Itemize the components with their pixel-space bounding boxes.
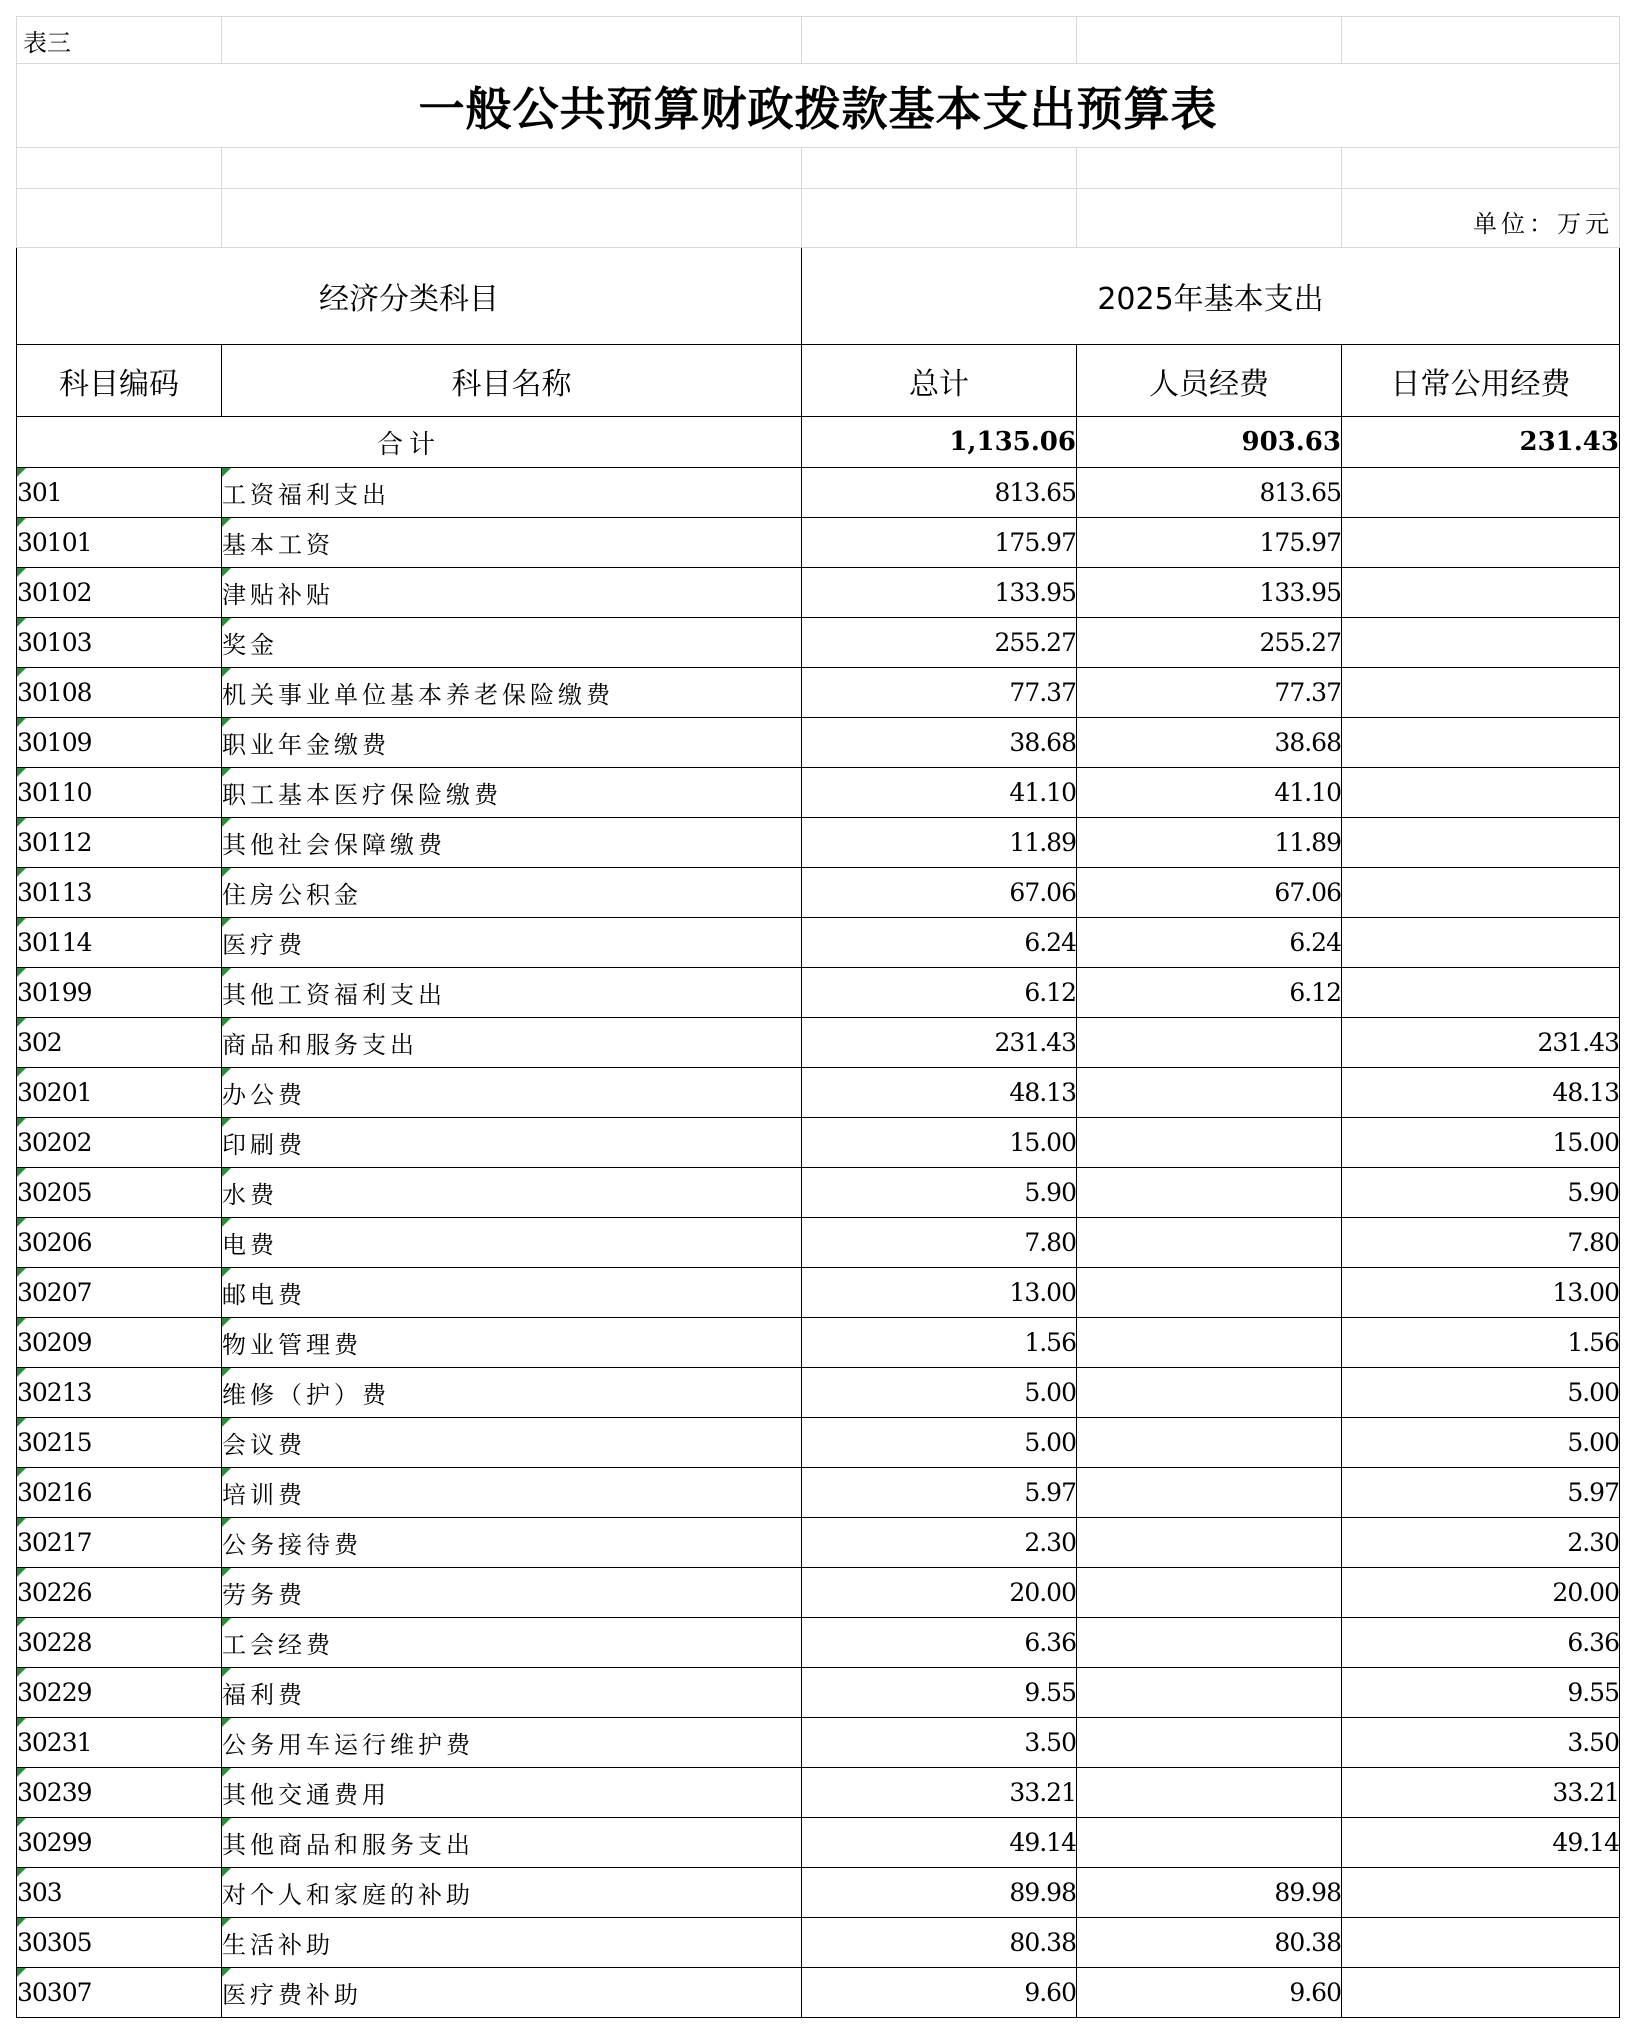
row-total: 38.68	[802, 718, 1077, 768]
row-name: 医疗费补助	[222, 1968, 802, 2018]
row-total: 3.50	[802, 1718, 1077, 1768]
row-total: 20.00	[802, 1568, 1077, 1618]
row-personnel	[1077, 1618, 1342, 1668]
summary-row	[17, 417, 1620, 468]
row-name: 公务接待费	[222, 1518, 802, 1568]
row-code: 30229	[17, 1668, 222, 1718]
row-public	[1342, 768, 1620, 818]
row-name: 职工基本医疗保险缴费	[222, 768, 802, 818]
row-code: 30109	[17, 718, 222, 768]
row-public: 6.36	[1342, 1618, 1620, 1668]
row-code: 30299	[17, 1818, 222, 1868]
row-name: 其他工资福利支出	[222, 968, 802, 1018]
row-code: 30217	[17, 1518, 222, 1568]
row-public: 7.80	[1342, 1218, 1620, 1268]
row-personnel: 133.95	[1077, 568, 1342, 618]
row-public	[1342, 568, 1620, 618]
row-total: 7.80	[802, 1218, 1077, 1268]
row-public: 231.43	[1342, 1018, 1620, 1068]
row-name: 津贴补贴	[222, 568, 802, 618]
row-total: 11.89	[802, 818, 1077, 868]
row-public	[1342, 668, 1620, 718]
row-name: 劳务费	[222, 1568, 802, 1618]
table-row	[17, 1968, 1620, 2018]
row-personnel	[1077, 1368, 1342, 1418]
row-code: 302	[17, 1018, 222, 1068]
title-row	[17, 64, 1620, 148]
row-personnel	[1077, 1418, 1342, 1468]
row-name: 福利费	[222, 1668, 802, 1718]
row-personnel	[1077, 1568, 1342, 1618]
row-personnel: 6.24	[1077, 918, 1342, 968]
row-personnel: 6.12	[1077, 968, 1342, 1018]
row-total: 5.90	[802, 1168, 1077, 1218]
row-name: 培训费	[222, 1468, 802, 1518]
row-code: 30110	[17, 768, 222, 818]
row-public	[1342, 1918, 1620, 1968]
row-personnel: 813.65	[1077, 468, 1342, 518]
row-name: 公务用车运行维护费	[222, 1718, 802, 1768]
row-total: 15.00	[802, 1118, 1077, 1168]
row-personnel: 77.37	[1077, 668, 1342, 718]
row-name: 维修（护）费	[222, 1368, 802, 1418]
row-public: 5.90	[1342, 1168, 1620, 1218]
table-row	[17, 918, 1620, 968]
header-row-2	[17, 345, 1620, 417]
table-row	[17, 1618, 1620, 1668]
row-personnel	[1077, 1218, 1342, 1268]
row-name: 电费	[222, 1218, 802, 1268]
table-row	[17, 1168, 1620, 1218]
summary-personnel: 903.63	[1077, 417, 1342, 468]
table-row	[17, 868, 1620, 918]
header-personnel: 人员经费	[1077, 345, 1342, 417]
row-code: 30206	[17, 1218, 222, 1268]
row-personnel	[1077, 1468, 1342, 1518]
row-total: 48.13	[802, 1068, 1077, 1118]
row-personnel: 80.38	[1077, 1918, 1342, 1968]
row-personnel	[1077, 1518, 1342, 1568]
row-total: 5.97	[802, 1468, 1077, 1518]
row-code: 30201	[17, 1068, 222, 1118]
row-name: 办公费	[222, 1068, 802, 1118]
summary-total: 1,135.06	[802, 417, 1077, 468]
unit-row	[17, 189, 1620, 248]
row-code: 30112	[17, 818, 222, 868]
row-total: 255.27	[802, 618, 1077, 668]
header-econ-class: 经济分类科目	[17, 248, 802, 345]
row-personnel	[1077, 1068, 1342, 1118]
row-total: 231.43	[802, 1018, 1077, 1068]
row-name: 对个人和家庭的补助	[222, 1868, 802, 1918]
row-public: 48.13	[1342, 1068, 1620, 1118]
row-code: 30231	[17, 1718, 222, 1768]
row-code: 303	[17, 1868, 222, 1918]
row-total: 9.60	[802, 1968, 1077, 2018]
row-code: 30216	[17, 1468, 222, 1518]
data-rows	[17, 468, 1620, 2018]
table-row	[17, 968, 1620, 1018]
row-name: 水费	[222, 1168, 802, 1218]
row-name: 其他交通费用	[222, 1768, 802, 1818]
table-row	[17, 1118, 1620, 1168]
table-row	[17, 1918, 1620, 1968]
row-name: 职业年金缴费	[222, 718, 802, 768]
row-personnel: 175.97	[1077, 518, 1342, 568]
row-total: 89.98	[802, 1868, 1077, 1918]
row-personnel: 11.89	[1077, 818, 1342, 868]
row-personnel: 255.27	[1077, 618, 1342, 668]
sheet-label-row	[17, 17, 1620, 64]
row-total: 80.38	[802, 1918, 1077, 1968]
row-public: 5.97	[1342, 1468, 1620, 1518]
row-name: 其他社会保障缴费	[222, 818, 802, 868]
row-name: 基本工资	[222, 518, 802, 568]
row-public: 33.21	[1342, 1768, 1620, 1818]
table-row	[17, 1468, 1620, 1518]
row-code: 30239	[17, 1768, 222, 1818]
row-personnel: 41.10	[1077, 768, 1342, 818]
table-row	[17, 1668, 1620, 1718]
row-public	[1342, 918, 1620, 968]
row-total: 6.36	[802, 1618, 1077, 1668]
row-personnel	[1077, 1768, 1342, 1818]
table-row	[17, 668, 1620, 718]
budget-table	[16, 16, 1620, 2018]
row-personnel	[1077, 1118, 1342, 1168]
row-total: 41.10	[802, 768, 1077, 818]
table-row	[17, 1518, 1620, 1568]
row-personnel	[1077, 1268, 1342, 1318]
table-row	[17, 1268, 1620, 1318]
row-code: 30307	[17, 1968, 222, 2018]
table-row	[17, 1368, 1620, 1418]
row-public: 2.30	[1342, 1518, 1620, 1568]
row-code: 30226	[17, 1568, 222, 1618]
row-total: 67.06	[802, 868, 1077, 918]
table-row	[17, 1068, 1620, 1118]
row-name: 物业管理费	[222, 1318, 802, 1368]
row-total: 2.30	[802, 1518, 1077, 1568]
row-total: 5.00	[802, 1368, 1077, 1418]
row-public: 5.00	[1342, 1418, 1620, 1468]
row-personnel: 38.68	[1077, 718, 1342, 768]
row-name: 商品和服务支出	[222, 1018, 802, 1068]
row-public: 13.00	[1342, 1268, 1620, 1318]
row-name: 邮电费	[222, 1268, 802, 1318]
row-total: 49.14	[802, 1818, 1077, 1868]
table-row	[17, 1718, 1620, 1768]
row-code: 30205	[17, 1168, 222, 1218]
row-public	[1342, 618, 1620, 668]
page-title: 一般公共预算财政拨款基本支出预算表	[17, 64, 1620, 148]
row-code: 30202	[17, 1118, 222, 1168]
table-row	[17, 468, 1620, 518]
table-row	[17, 1868, 1620, 1918]
row-total: 13.00	[802, 1268, 1077, 1318]
row-public	[1342, 868, 1620, 918]
row-name: 印刷费	[222, 1118, 802, 1168]
table-row	[17, 618, 1620, 668]
row-personnel: 89.98	[1077, 1868, 1342, 1918]
row-name: 其他商品和服务支出	[222, 1818, 802, 1868]
row-public	[1342, 818, 1620, 868]
row-code: 30207	[17, 1268, 222, 1318]
table-row	[17, 718, 1620, 768]
row-code: 30114	[17, 918, 222, 968]
row-name: 医疗费	[222, 918, 802, 968]
table-row	[17, 568, 1620, 618]
row-total: 77.37	[802, 668, 1077, 718]
row-name: 奖金	[222, 618, 802, 668]
row-public: 20.00	[1342, 1568, 1620, 1618]
row-public	[1342, 468, 1620, 518]
table-row	[17, 818, 1620, 868]
row-name: 生活补助	[222, 1918, 802, 1968]
row-total: 175.97	[802, 518, 1077, 568]
summary-label: 合计	[17, 417, 802, 468]
row-name: 机关事业单位基本养老保险缴费	[222, 668, 802, 718]
row-total: 6.24	[802, 918, 1077, 968]
row-code: 30213	[17, 1368, 222, 1418]
row-code: 30215	[17, 1418, 222, 1468]
row-total: 1.56	[802, 1318, 1077, 1368]
row-personnel	[1077, 1018, 1342, 1068]
row-public: 5.00	[1342, 1368, 1620, 1418]
table-row	[17, 1568, 1620, 1618]
row-total: 6.12	[802, 968, 1077, 1018]
row-code: 30199	[17, 968, 222, 1018]
row-code: 30108	[17, 668, 222, 718]
table-row	[17, 1818, 1620, 1868]
sheet-label: 表三	[17, 17, 222, 64]
row-total: 813.65	[802, 468, 1077, 518]
row-personnel	[1077, 1818, 1342, 1868]
row-public: 9.55	[1342, 1668, 1620, 1718]
table-row	[17, 1418, 1620, 1468]
row-total: 33.21	[802, 1768, 1077, 1818]
header-code: 科目编码	[17, 345, 222, 417]
row-public	[1342, 1868, 1620, 1918]
unit-label: 单位：万元	[1342, 189, 1620, 248]
table-row	[17, 1318, 1620, 1368]
row-public	[1342, 518, 1620, 568]
table-row	[17, 768, 1620, 818]
row-code: 30305	[17, 1918, 222, 1968]
header-row-1	[17, 248, 1620, 345]
row-public: 15.00	[1342, 1118, 1620, 1168]
row-total: 133.95	[802, 568, 1077, 618]
table-row	[17, 1218, 1620, 1268]
row-code: 301	[17, 468, 222, 518]
row-public: 49.14	[1342, 1818, 1620, 1868]
header-public: 日常公用经费	[1342, 345, 1620, 417]
summary-public: 231.43	[1342, 417, 1620, 468]
row-code: 30101	[17, 518, 222, 568]
row-public: 1.56	[1342, 1318, 1620, 1368]
row-personnel: 67.06	[1077, 868, 1342, 918]
row-name: 工会经费	[222, 1618, 802, 1668]
row-public	[1342, 1968, 1620, 2018]
row-public: 3.50	[1342, 1718, 1620, 1768]
row-personnel	[1077, 1718, 1342, 1768]
row-name: 住房公积金	[222, 868, 802, 918]
row-personnel	[1077, 1318, 1342, 1368]
header-name: 科目名称	[222, 345, 802, 417]
table-row	[17, 1768, 1620, 1818]
row-personnel: 9.60	[1077, 1968, 1342, 2018]
header-year-expense: 2025年基本支出	[802, 248, 1620, 345]
header-total: 总计	[802, 345, 1077, 417]
row-public	[1342, 718, 1620, 768]
row-code: 30228	[17, 1618, 222, 1668]
row-code: 30103	[17, 618, 222, 668]
row-public	[1342, 968, 1620, 1018]
row-personnel	[1077, 1168, 1342, 1218]
row-name: 会议费	[222, 1418, 802, 1468]
row-personnel	[1077, 1668, 1342, 1718]
row-code: 30209	[17, 1318, 222, 1368]
row-name: 工资福利支出	[222, 468, 802, 518]
row-total: 5.00	[802, 1418, 1077, 1468]
table-row	[17, 1018, 1620, 1068]
row-total: 9.55	[802, 1668, 1077, 1718]
table-row	[17, 518, 1620, 568]
row-code: 30102	[17, 568, 222, 618]
row-code: 30113	[17, 868, 222, 918]
